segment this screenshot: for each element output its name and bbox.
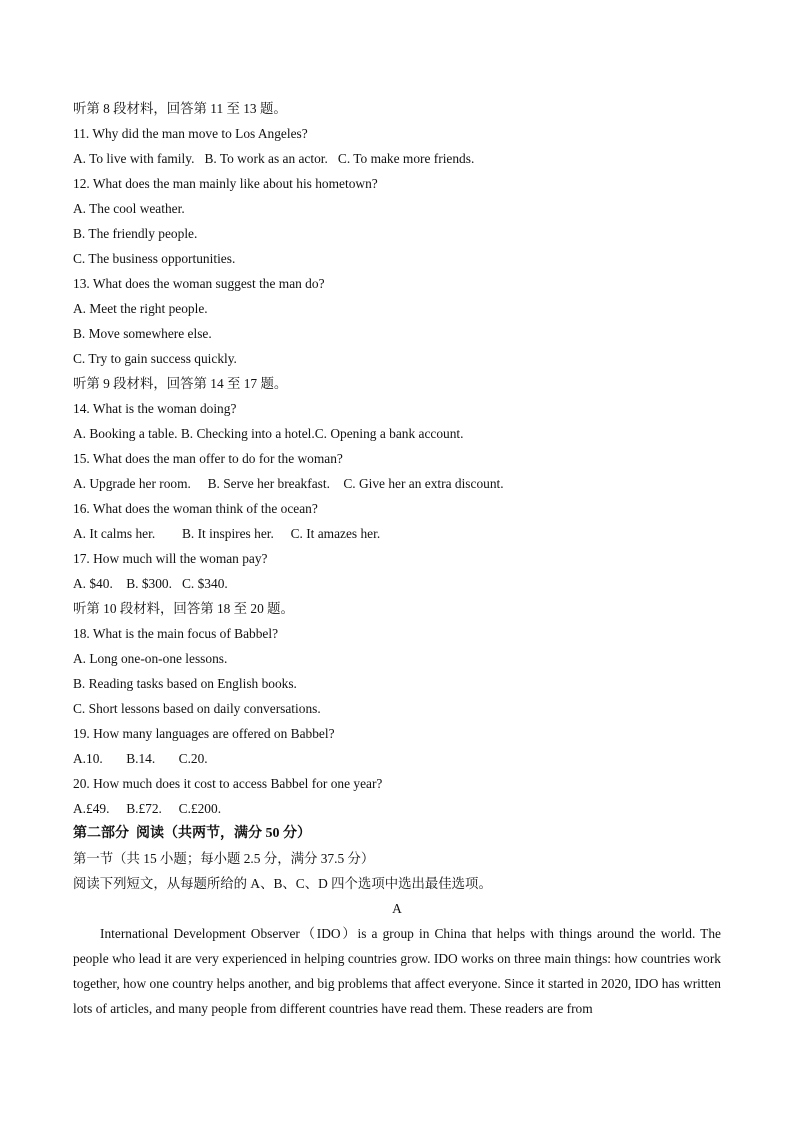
question-12: 12. What does the man mainly like about his hometown? [73, 176, 378, 191]
question-13: 13. What does the woman suggest the man do? [73, 276, 325, 291]
section-note: 听第 9 段材料，回答第 14 至 17 题。 [73, 376, 288, 391]
options-19: A.10. B.14. C.20. [73, 751, 208, 766]
section-note: 听第 8 段材料，回答第 11 至 13 题。 [73, 101, 287, 116]
question-11: 11. Why did the man move to Los Angeles? [73, 126, 308, 141]
option-13a: A. Meet the right people. [73, 301, 208, 316]
option-18b: B. Reading tasks based on English books. [73, 676, 297, 691]
options-16: A. It calms her. B. It inspires her. C. It amazes her. [73, 526, 381, 541]
option-12b: B. The friendly people. [73, 226, 198, 241]
option-13c: C. Try to gain success quickly. [73, 351, 237, 366]
option-12a: A. The cool weather. [73, 201, 185, 216]
option-13b: B. Move somewhere else. [73, 326, 212, 341]
options-14: A. Booking a table. B. Checking into a hotel.C. Opening a bank account. [73, 426, 464, 441]
question-20: 20. How much does it cost to access Babbel for one year? [73, 776, 383, 791]
document-page [73, 96, 721, 1021]
passage-label: A [392, 901, 402, 916]
section-heading: 第二部分 阅读（共两节，满分 50 分） [73, 826, 311, 841]
subsection-heading: 第一节（共 15 小题；每小题 2.5 分，满分 37.5 分） [73, 851, 375, 866]
instruction-text: 阅读下列短文，从每题所给的 A、B、C、D 四个选项中选出最佳选项。 [73, 876, 492, 891]
question-18: 18. What is the main focus of Babbel? [73, 626, 279, 641]
passage-text: International Development Observer（IDO）is a group in China that helps with things around the world. The people who lead it are very experienced in helping countries grow. IDO works on three main things: how countries work together, how one country helps another, and big problems that affect everyone. Since it started in 2020, IDO has written lots of articles, and many people from different countries have read them. These readers are from [73, 926, 721, 1016]
option-18a: A. Long one-on-one lessons. [73, 651, 228, 666]
option-18c: C. Short lessons based on daily conversations. [73, 701, 321, 716]
question-19: 19. How many languages are offered on Babbel? [73, 726, 335, 741]
options-20: A.£49. B.£72. C.£200. [73, 801, 222, 816]
question-17: 17. How much will the woman pay? [73, 551, 268, 566]
options-11: A. To live with family. B. To work as an actor. C. To make more friends. [73, 151, 475, 166]
section-note: 听第 10 段材料，回答第 18 至 20 题。 [73, 601, 294, 616]
question-15: 15. What does the man offer to do for the woman? [73, 451, 343, 466]
option-12c: C. The business opportunities. [73, 251, 236, 266]
question-14: 14. What is the woman doing? [73, 401, 237, 416]
listening-questions [73, 96, 721, 821]
options-15: A. Upgrade her room. B. Serve her breakfast. C. Give her an extra discount. [73, 476, 504, 491]
question-16: 16. What does the woman think of the ocean? [73, 501, 318, 516]
options-17: A. $40. B. $300. C. $340. [73, 576, 228, 591]
